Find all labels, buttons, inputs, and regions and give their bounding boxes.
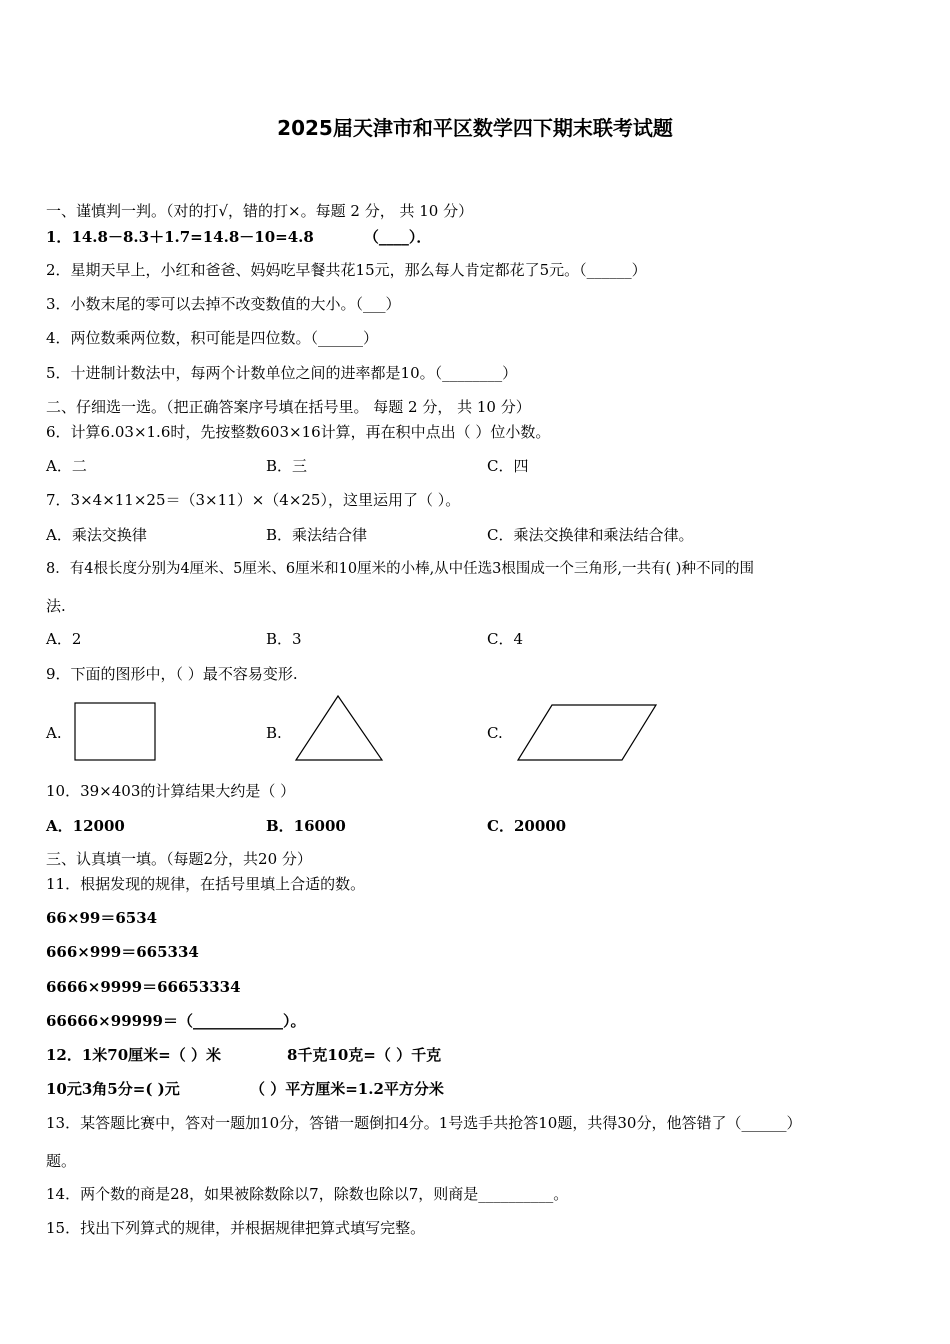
q6-option-a: A．二	[46, 457, 87, 475]
q8-option-c: C．4	[487, 630, 524, 648]
question-14: 14．两个数的商是28，如果被除数除以7，除数也除以7，则商是__________。	[46, 1185, 569, 1203]
question-8-line-1: 8．有4根长度分别为4厘米、5厘米、6厘米和10厘米的小棒,从中任选3根围成一个三角形,一共有( )种不同的围	[46, 561, 754, 577]
q6-option-b: B．三	[266, 457, 308, 475]
question-15: 15．找出下列算式的规律，并根据规律把算式填写完整。	[46, 1219, 426, 1237]
question-12-line-1a: 12．1米70厘米=（ ）米	[46, 1046, 221, 1064]
q9-option-b: B.	[266, 724, 282, 742]
question-8-line-2: 法.	[46, 597, 66, 615]
q9-option-c: C.	[487, 724, 503, 742]
question-9: 9．下面的图形中，（ ）最不容易变形.	[46, 665, 298, 683]
page-title: 2025届天津市和平区数学四下期末联考试题	[277, 116, 673, 140]
rectangle-shape	[74, 702, 158, 762]
parallelogram-shape	[516, 703, 658, 763]
question-2: 2．星期天早上，小红和爸爸、妈妈吃早餐共花15元，那么每人肯定都花了5元。（______）	[46, 261, 647, 279]
question-5: 5．十进制计数法中，每两个计数单位之间的进率都是10。（________）	[46, 364, 518, 382]
question-number: 1．	[46, 228, 72, 246]
question-12-line-2a: 10元3角5分=( )元	[46, 1080, 180, 1098]
q8-option-a: A．2	[46, 630, 82, 648]
q11-row-2: 666×999＝665334	[46, 943, 199, 961]
q8-option-b: B．3	[266, 630, 302, 648]
question-11: 11．根据发现的规律，在括号里填上合适的数。	[46, 875, 366, 893]
question-13-line-1: 13．某答题比赛中，答对一题加10分，答错一题倒扣4分。1号选手共抢答10题，共得30分，他答错了（______）	[46, 1114, 802, 1132]
q10-option-a: A．12000	[46, 817, 125, 835]
question-12-line-1b: 8千克10克=（ ）千克	[287, 1046, 442, 1064]
question-7: 7．3×4×11×25＝（3×11）×（4×25），这里运用了（ ）。	[46, 491, 461, 509]
question-1-expression: 14.8－8.3＋1.7=14.8－10=4.8	[71, 228, 314, 246]
q10-option-b: B．16000	[266, 817, 346, 835]
q11-row-1: 66×99＝6534	[46, 909, 158, 927]
question-10: 10．39×403的计算结果大约是（ ）	[46, 782, 296, 800]
section-2-heading: 二、仔细选一选。（把正确答案序号填在括号里。 每题 2 分， 共 10 分）	[46, 398, 531, 416]
triangle-shape	[294, 694, 384, 762]
q11-row-3: 6666×9999＝66653334	[46, 978, 241, 996]
section-1-heading: 一、谨慎判一判。（对的打√，错的打×。每题 2 分， 共 10 分）	[46, 202, 474, 220]
answer-blank: （____）．	[363, 228, 432, 246]
question-13-line-2: 题。	[46, 1152, 77, 1170]
q6-option-c: C．四	[487, 457, 529, 475]
q10-option-c: C．20000	[487, 817, 567, 835]
q9-option-a: A.	[46, 724, 62, 742]
question-1	[46, 227, 431, 247]
q11-row-4: 66666×99999＝（____________）。	[46, 1012, 306, 1030]
question-6: 6．计算6.03×1.6时，先按整数603×16计算，再在积中点出（ ）位小数。	[46, 423, 551, 441]
question-4: 4．两位数乘两位数，积可能是四位数。（______）	[46, 329, 379, 347]
question-3: 3．小数末尾的零可以去掉不改变数值的大小。（___）	[46, 295, 401, 313]
q7-option-a: A．乘法交换律	[46, 526, 147, 544]
question-12-line-2b: （ ）平方厘米=1.2平方分米	[250, 1080, 444, 1098]
q7-option-c: C．乘法交换律和乘法结合律。	[487, 526, 694, 544]
section-3-heading: 三、认真填一填。（每题2分，共20 分）	[46, 850, 312, 868]
q7-option-b: B．乘法结合律	[266, 526, 368, 544]
